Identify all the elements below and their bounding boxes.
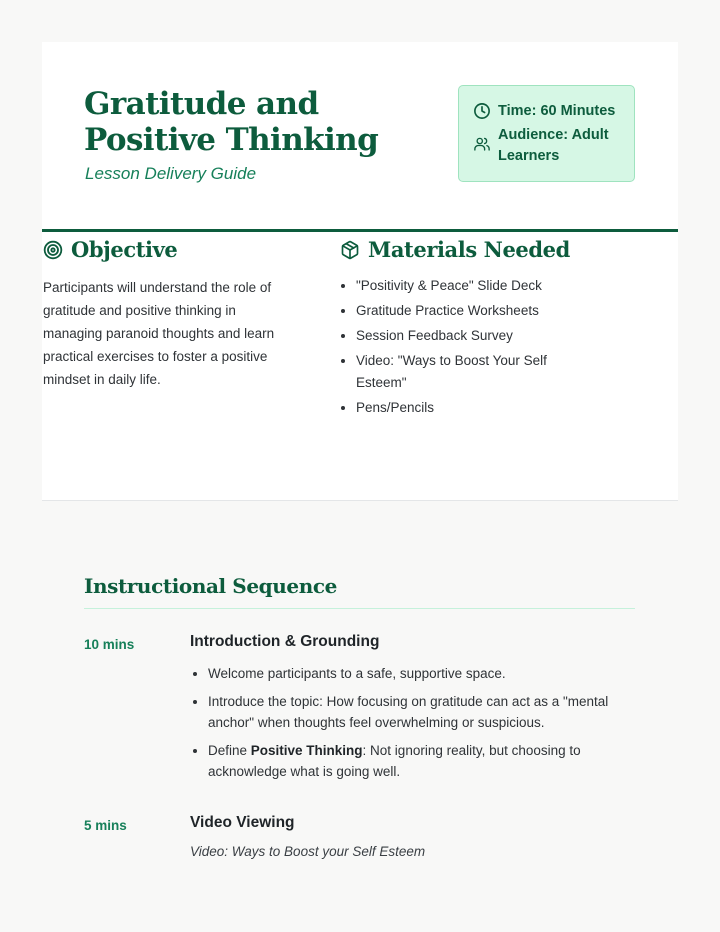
step-bullets — [190, 663, 648, 789]
lesson-header-card — [42, 42, 678, 501]
page-title: Gratitude and Positive Thinking — [84, 86, 379, 158]
meta-audience — [473, 125, 620, 167]
users-icon — [473, 135, 491, 153]
box-icon — [340, 240, 360, 260]
meta-time-text: Time: 60 Minutes — [498, 103, 616, 119]
step-time: 5 mins — [84, 818, 127, 833]
list-item: • Gratitude Practice Worksheets — [356, 300, 596, 322]
term-define-word: Define — [208, 743, 251, 758]
materials-heading-text: Materials Needed — [368, 237, 570, 262]
list-item: • Video: "Ways to Boost Your Self Esteem" — [356, 350, 596, 394]
meta-audience-text: Audience: Adult Learners — [498, 127, 609, 164]
sequence-rule — [84, 608, 635, 609]
step-title: Introduction & Grounding — [190, 633, 380, 650]
sequence-heading: Instructional Sequence — [84, 574, 337, 598]
meta-time — [473, 101, 620, 122]
step-time: 10 mins — [84, 637, 135, 652]
term-definition: : Not ignoring reality, but choosing to acknowledge what is going well. — [208, 743, 581, 779]
page-subtitle: Lesson Delivery Guide — [85, 164, 257, 183]
term-bold: Positive Thinking — [250, 743, 363, 758]
clock-icon — [473, 102, 491, 120]
lesson-meta-box — [458, 85, 635, 182]
list-item — [208, 740, 648, 782]
materials-list — [340, 275, 596, 422]
video-note: Video: Ways to Boost your Self Esteem — [190, 844, 426, 859]
objective-text: Participants will understand the role of gratitude and positive thinking in managing paranoid thoughts and learn practical exercises to foster a positive mindset in daily life. — [43, 280, 275, 387]
step-title: Video Viewing — [190, 814, 295, 831]
header-divider — [42, 229, 678, 232]
materials-heading — [340, 237, 570, 262]
list-item: • Session Feedback Survey — [356, 325, 596, 347]
list-item: • Welcome participants to a safe, supportive space. — [208, 663, 648, 684]
target-icon — [43, 240, 63, 260]
list-item: • Pens/Pencils — [356, 397, 596, 419]
list-item: • Introduce the topic: How focusing on gratitude can act as a "mental anchor" when thoughts feel overwhelming or suspicious. — [208, 691, 648, 733]
list-item: • "Positivity & Peace" Slide Deck — [356, 275, 596, 297]
objective-heading — [43, 237, 177, 262]
objective-heading-text: Objective — [71, 237, 178, 262]
